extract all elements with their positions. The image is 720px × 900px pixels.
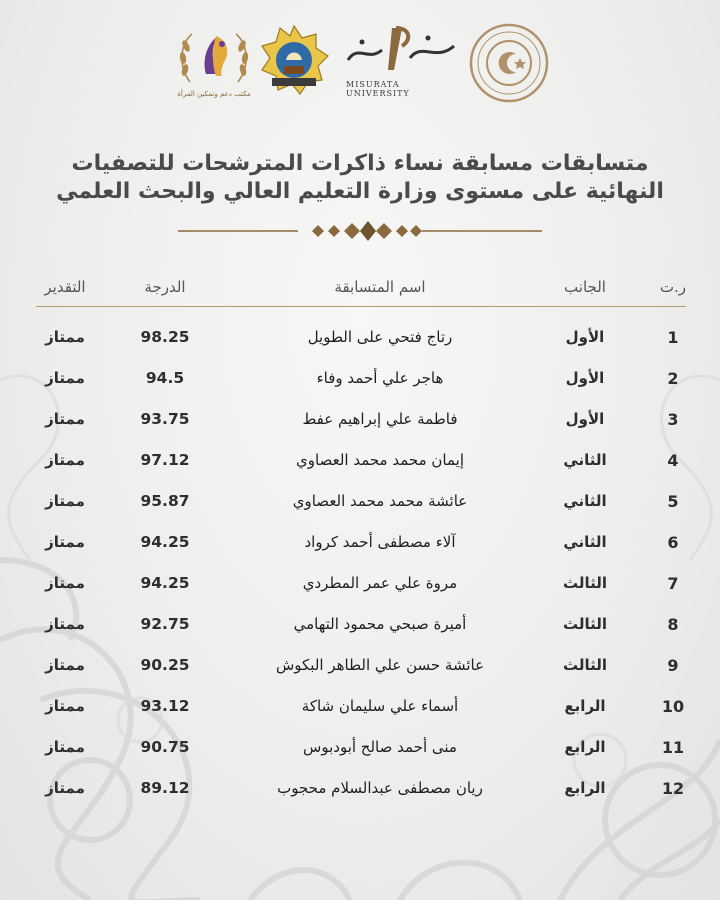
logos-row <box>0 18 720 108</box>
row-name: أسماء علي سليمان شاكة <box>301 697 459 715</box>
table-row <box>0 359 720 400</box>
row-name: إيمان محمد محمد العصاوي <box>296 451 464 469</box>
row-name: مروة علي عمر المطردي <box>302 574 458 592</box>
row-side: الثالث <box>562 615 608 633</box>
row-grade: ممتاز <box>45 410 85 428</box>
row-score: 97.12 <box>140 451 190 469</box>
row-score: 94.25 <box>140 574 190 592</box>
row-score: 89.12 <box>140 779 190 797</box>
header-num: ر.ت <box>659 278 687 296</box>
women-office-logo <box>172 22 256 104</box>
table-row <box>0 400 720 441</box>
row-grade: ممتاز <box>45 328 85 346</box>
table-row <box>0 523 720 564</box>
row-grade: ممتاز <box>45 738 85 756</box>
row-grade: ممتاز <box>45 779 85 797</box>
misurata-university-logo <box>338 22 462 104</box>
row-number: 4 <box>667 451 679 470</box>
row-score: 95.87 <box>140 492 190 510</box>
row-grade: ممتاز <box>45 492 85 510</box>
row-score: 94.5 <box>145 369 185 387</box>
row-number: 11 <box>661 738 685 757</box>
row-score: 90.25 <box>140 656 190 674</box>
table-row <box>0 769 720 810</box>
row-name: آلاء مصطفى أحمد كرواد <box>304 533 456 551</box>
page-title <box>30 150 690 206</box>
row-number: 2 <box>667 369 679 388</box>
row-score: 94.25 <box>140 533 190 551</box>
title-line-2: النهائية على مستوى وزارة التعليم العالي والبحث العلمي <box>56 179 664 204</box>
row-name: رتاج فتحي على الطويل <box>307 328 453 346</box>
row-name: ريان مصطفى عبدالسلام محجوب <box>277 779 483 797</box>
row-name: أميرة صبحي محمود التهامي <box>293 615 467 633</box>
row-grade: ممتاز <box>45 533 85 551</box>
ornament-divider-icon <box>178 218 542 244</box>
table-row <box>0 605 720 646</box>
row-side: الثاني <box>563 533 607 551</box>
row-side: الثاني <box>563 451 607 469</box>
row-number: 9 <box>667 656 679 675</box>
table-row <box>0 687 720 728</box>
table-row <box>0 728 720 769</box>
header-name: اسم المتسابقة <box>334 278 426 296</box>
row-side: الرابع <box>564 697 606 715</box>
table-body <box>0 318 720 810</box>
row-name: هاجر علي أحمد وفاء <box>316 369 444 387</box>
row-side: الأول <box>565 410 605 428</box>
row-grade: ممتاز <box>45 656 85 674</box>
row-number: 7 <box>667 574 679 593</box>
university-english-name: MISURATA UNIVERSITY <box>346 80 410 98</box>
header-score: الدرجة <box>144 278 186 296</box>
row-score: 98.25 <box>140 328 190 346</box>
row-score: 93.75 <box>140 410 190 428</box>
row-number: 10 <box>661 697 685 716</box>
row-side: الرابع <box>564 738 606 756</box>
row-number: 3 <box>667 410 679 429</box>
header-divider <box>36 306 686 307</box>
header-grade: التقدير <box>44 278 86 296</box>
row-side: الرابع <box>564 779 606 797</box>
woman-profile-icon <box>172 22 256 88</box>
row-side: الثالث <box>562 574 608 592</box>
row-grade: ممتاز <box>45 574 85 592</box>
women-office-caption: مكتب دعم وتمكين المرأة <box>177 90 251 98</box>
row-side: الأول <box>565 369 605 387</box>
row-number: 6 <box>667 533 679 552</box>
row-score: 90.75 <box>140 738 190 756</box>
row-name: فاطمة علي إبراهيم عفط <box>302 410 458 428</box>
row-number: 8 <box>667 615 679 634</box>
row-grade: ممتاز <box>45 369 85 387</box>
row-number: 5 <box>667 492 679 511</box>
table-row <box>0 646 720 687</box>
table-row <box>0 318 720 359</box>
libya-ministry-seal-icon <box>468 22 550 104</box>
row-side: الثاني <box>563 492 607 510</box>
header-side: الجانب <box>564 278 606 296</box>
row-name: منى أحمد صالح أبودبوس <box>303 738 457 756</box>
row-side: الأول <box>565 328 605 346</box>
table-row <box>0 564 720 605</box>
row-side: الثالث <box>562 656 608 674</box>
table-row <box>0 482 720 523</box>
row-score: 93.12 <box>140 697 190 715</box>
quran-competition-emblem-icon <box>258 24 330 96</box>
row-score: 92.75 <box>140 615 190 633</box>
row-grade: ممتاز <box>45 615 85 633</box>
row-number: 12 <box>661 779 685 798</box>
row-name: عائشة محمد محمد العصاوي <box>292 492 468 510</box>
row-number: 1 <box>667 328 679 347</box>
row-grade: ممتاز <box>45 451 85 469</box>
row-grade: ممتاز <box>45 697 85 715</box>
table-row <box>0 441 720 482</box>
table-header <box>0 278 720 300</box>
row-name: عائشة حسن علي الطاهر البكوش <box>275 656 485 674</box>
university-mark-icon <box>338 22 462 78</box>
title-line-1: متسابقات مسابقة نساء ذاكرات المترشحات للتصفيات <box>71 151 649 176</box>
